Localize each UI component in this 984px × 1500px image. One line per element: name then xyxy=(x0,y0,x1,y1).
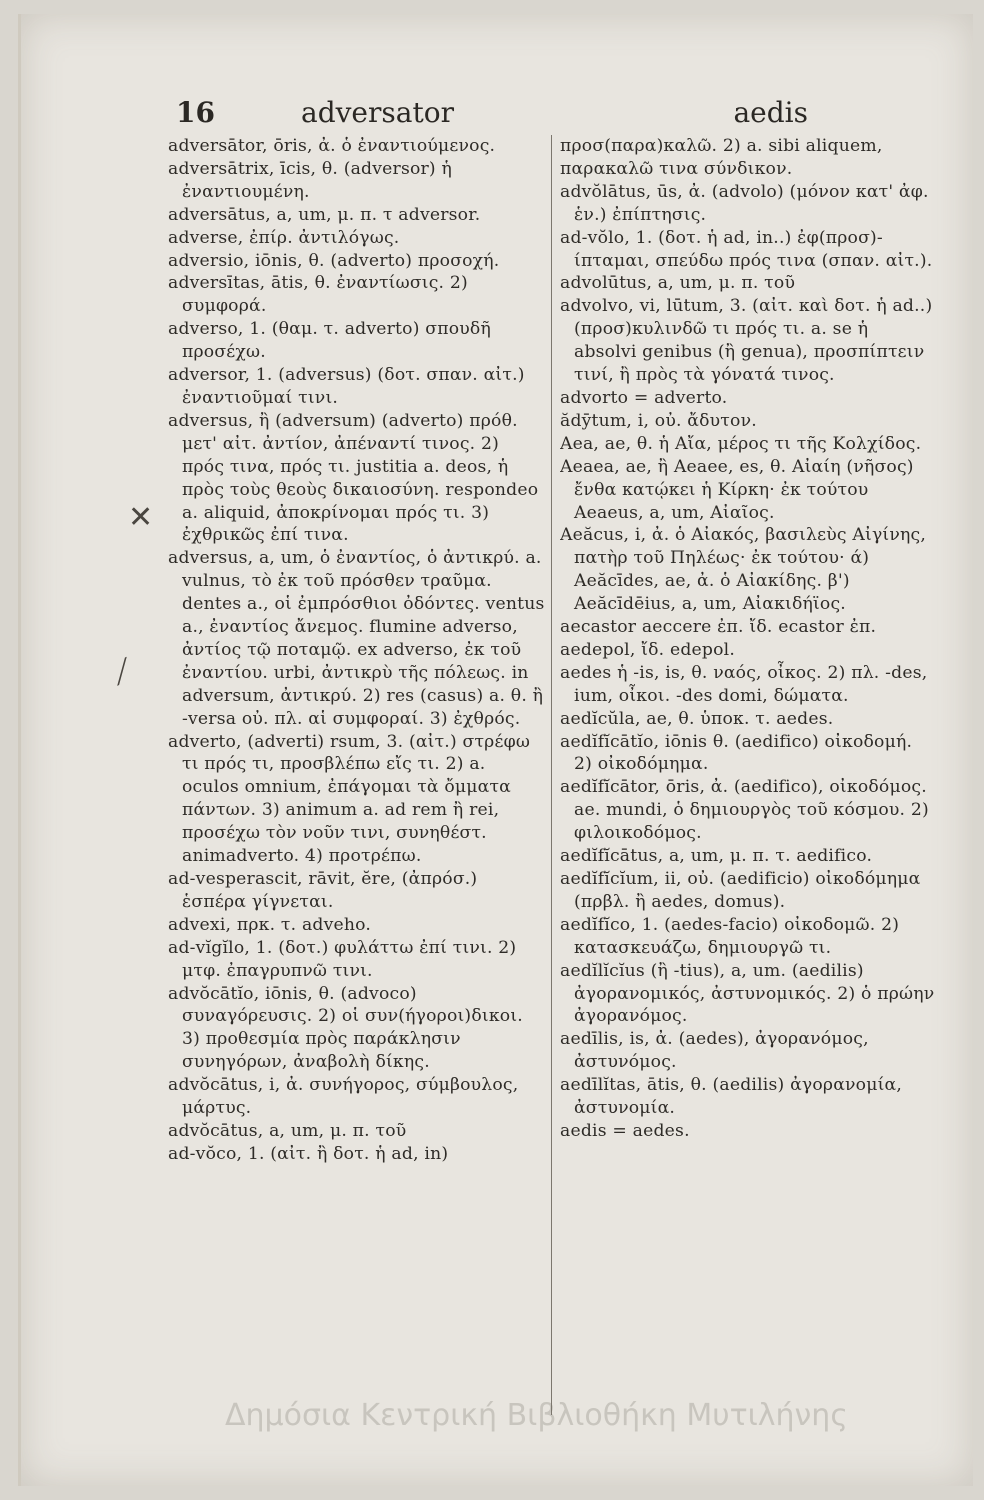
dictionary-entry: aedĭfĭcātor, ōris, ἀ. (aedifico), οἰκοδόμος. ae. mundi, ὁ δημιουργὸς τοῦ κόσμου. 2) φιλοικοδόμος. xyxy=(560,777,929,844)
guide-word-left: adversator xyxy=(301,96,454,129)
dictionary-entry: aedĭfĭcĭum, ii, οὐ. (aedificio) οἰκοδόμημα (πρβλ. ἢ aedes, domus). xyxy=(560,869,921,912)
library-watermark: Δημόσια Κεντρική Βιβλιοθήκη Μυτιλήνης xyxy=(225,1398,848,1433)
dictionary-entry: adverse, ἐπίρ. ἀντιλόγως. xyxy=(168,227,400,248)
dictionary-entry: advorto = adverto. xyxy=(560,387,728,408)
dictionary-entry: ad-vesperascit, rāvit, ĕre, (ἀπρόσ.) ἑσπέρα γίγνεται. xyxy=(168,869,478,912)
dictionary-entry: adverto, (adverti) rsum, 3. (αἰτ.) στρέφω τι πρός τι, προσβλέπω εἴς τι. 2) a. oculos omnium, ἐπάγομαι τὰ ὄμματα πάντων. 3) animum a. ad rem ἢ rei, προσέχω τὸν νοῦν τινι, συνηθέστ. animadverto. 4) προτρέπω. xyxy=(168,731,531,867)
dictionary-entry: advexi, πρκ. τ. adveho. xyxy=(168,914,372,935)
dictionary-entry: aedīlis, is, ἀ. (aedes), ἀγορανόμος, ἀστυνόμος. xyxy=(560,1029,869,1073)
dictionary-entry: ad-vŏco, 1. (αἰτ. ἢ δοτ. ἡ ad, in) xyxy=(168,1143,449,1164)
dictionary-entry: adversātor, ōris, ἀ. ὁ ἐναντιούμενος. xyxy=(168,136,496,156)
dictionary-entry: adversātrix, īcis, θ. (adversor) ἡ ἐναντιουμένη. xyxy=(168,158,452,202)
dictionary-entry: aedĭfĭcātĭo, iōnis θ. (aedifico) οἰκοδομή. 2) οἰκοδόμημα. xyxy=(560,731,913,775)
dictionary-entry: advŏlātus, ūs, ἀ. (advolo) (μόνον κατ' ἀφ. ἑν.) ἐπίπτησις. xyxy=(560,181,929,225)
dictionary-entry: aecastor aeccere ἐπ. ἴδ. ecastor ἐπ. xyxy=(560,617,877,638)
dictionary-entry: advŏcātĭo, iōnis, θ. (advoco) συναγόρευσις. 2) οἱ συν(ήγοροι)δικοι. 3) προθεσμία πρὸς παράκλησιν συνηγόρων, ἀναβολὴ δίκης. xyxy=(168,983,523,1073)
dictionary-entry: Aea, ae, θ. ἡ Αἴα, μέρος τι τῆς Κολχίδος. xyxy=(560,433,922,454)
dictionary-entry: aedepol, ἴδ. edepol. xyxy=(560,639,736,660)
dictionary-entry: adversus, a, um, ὁ ἐναντίος, ὁ ἀντικρύ. a. vulnus, τὸ ἐκ τοῦ πρόσθεν τραῦμα. dentes a., οἱ ἐμπρόσθιοι ὀδόντες. ventus a., ἐναντίος ἄνεμος. flumine adverso, ἀντίος τῷ ποταμῷ. ex adverso, ἐκ τοῦ ἐναντίου. urbi, ἀντικρὺ τῆς πόλεως. in adversum, ἀντικρύ. 2) res (casus) a. θ. ἢ -versa οὐ. πλ. αἱ συμφοραί. 3) ἐχθρός. xyxy=(168,548,545,729)
dictionary-entry: aedīlĭtas, ātis, θ. (aedilis) ἀγορανομία, ἀστυνομία. xyxy=(560,1075,903,1119)
dictionary-entry: advŏcātus, i, ἀ. συνήγορος, σύμβουλος, μάρτυς. xyxy=(168,1075,519,1119)
right-column xyxy=(560,135,935,1425)
dictionary-entry: adversītas, ātis, θ. ἐναντίωσις. 2) συμφορά. xyxy=(168,273,468,317)
dictionary-entry: aedes ἡ -is, is, θ. ναός, οἶκος. 2) πλ. -des, ium, οἶκοι. -des domi, δώματα. xyxy=(560,662,928,706)
dictionary-entry: aedĭfĭco, 1. (aedes-facio) οἰκοδομῶ. 2) κατασκευάζω, δημιουργῶ τι. xyxy=(560,914,900,958)
left-column xyxy=(168,135,545,1425)
dictionary-entry: advŏcātus, a, um, μ. π. τοῦ xyxy=(168,1120,407,1141)
dictionary-entry: adversor, 1. (adversus) (δοτ. σπαν. αἰτ.) ἐναντιοῦμαί τινι. xyxy=(168,365,525,408)
guide-word-right: aedis xyxy=(733,96,808,129)
dictionary-entry: aedĭfĭcātus, a, um, μ. π. τ. aedifico. xyxy=(560,846,873,867)
column-divider xyxy=(551,135,552,1415)
dictionary-entry: adversus, ἢ (adversum) (adverto) πρόθ. μετ' αἰτ. ἀντίον, ἀπέναντί τινος. 2) πρός τινα, πρός τι. justitia a. deos, ἡ πρὸς τοὺς θεοὺς δικαιοσύνη. respondeo a. aliquid, ἀποκρίνομαι πρός τι. 3) ἐχθρικῶς ἐπί τινα. xyxy=(168,410,539,546)
dictionary-entry: advolvo, vi, lūtum, 3. (αἰτ. καὶ δοτ. ἡ ad..) (προσ)κυλινδῶ τι πρός τι. a. se ἡ absolvi genibus (ἢ genua), προσπίπτειν τινί, ἢ πρὸς τὰ γόνατά τινος. xyxy=(560,296,933,386)
dictionary-entry: προσ(παρα)καλῶ. 2) a. sibi aliquem, παρακαλῶ τινα σύνδικον. xyxy=(560,136,883,179)
dictionary-entry: adversio, iōnis, θ. (adverto) προσοχή. xyxy=(168,250,500,271)
dictionary-entry: aedĭlĭcĭus (ἢ -tius), a, um. (aedilis) ἀγορανομικός, ἀστυνομικός. 2) ὁ πρώην ἀγορανόμος. xyxy=(560,960,935,1027)
dictionary-entry: ad-vĭgĭlo, 1. (δοτ.) φυλάττω ἐπί τινι. 2) μτφ. ἐπαγρυπνῶ τινι. xyxy=(168,937,517,981)
dictionary-entry: advolūtus, a, um, μ. π. τοῦ xyxy=(560,273,796,294)
handwritten-cross-mark: ✕ xyxy=(128,500,154,535)
handwritten-check-mark: ⟋ xyxy=(105,652,140,693)
page-number: 16 xyxy=(176,96,215,129)
dictionary-entry: adversātus, a, um, μ. π. τ adversor. xyxy=(168,204,481,225)
dictionary-entry: aedis = aedes. xyxy=(560,1120,690,1141)
dictionary-entry: ădȳtum, i, οὐ. ἄδυτον. xyxy=(560,410,757,431)
dictionary-entry: Aeaea, ae, ἢ Aeaee, es, θ. Αἰαίη (νῆσος) ἔνθα κατῴκει ἡ Κίρκη· ἐκ τούτου Aeaeus, a, um, Αἰαῖος. xyxy=(560,456,914,523)
dictionary-entry: ad-vŏlo, 1. (δοτ. ἡ ad, in..) ἐφ(προσ)-ίπταμαι, σπεύδω πρός τινα (σπαν. αἰτ.). xyxy=(560,227,933,271)
page-header xyxy=(176,86,808,136)
dictionary-entry: adverso, 1. (θαμ. τ. adverto) σπουδῆ προσέχω. xyxy=(168,319,491,363)
dictionary-entry: Aeăcus, i, ἀ. ὁ Αἰακός, βασιλεὺς Αἰγίνης, πατὴρ τοῦ Πηλέως· ἐκ τούτου· ά) Aeăcīdes, ae, ἀ. ὁ Αἰακίδης. β') Aeăcīdēius, a, um, Αἰακιδήϊος. xyxy=(560,525,926,615)
dictionary-entry: aedĭcŭla, ae, θ. ὑποκ. τ. aedes. xyxy=(560,708,834,729)
